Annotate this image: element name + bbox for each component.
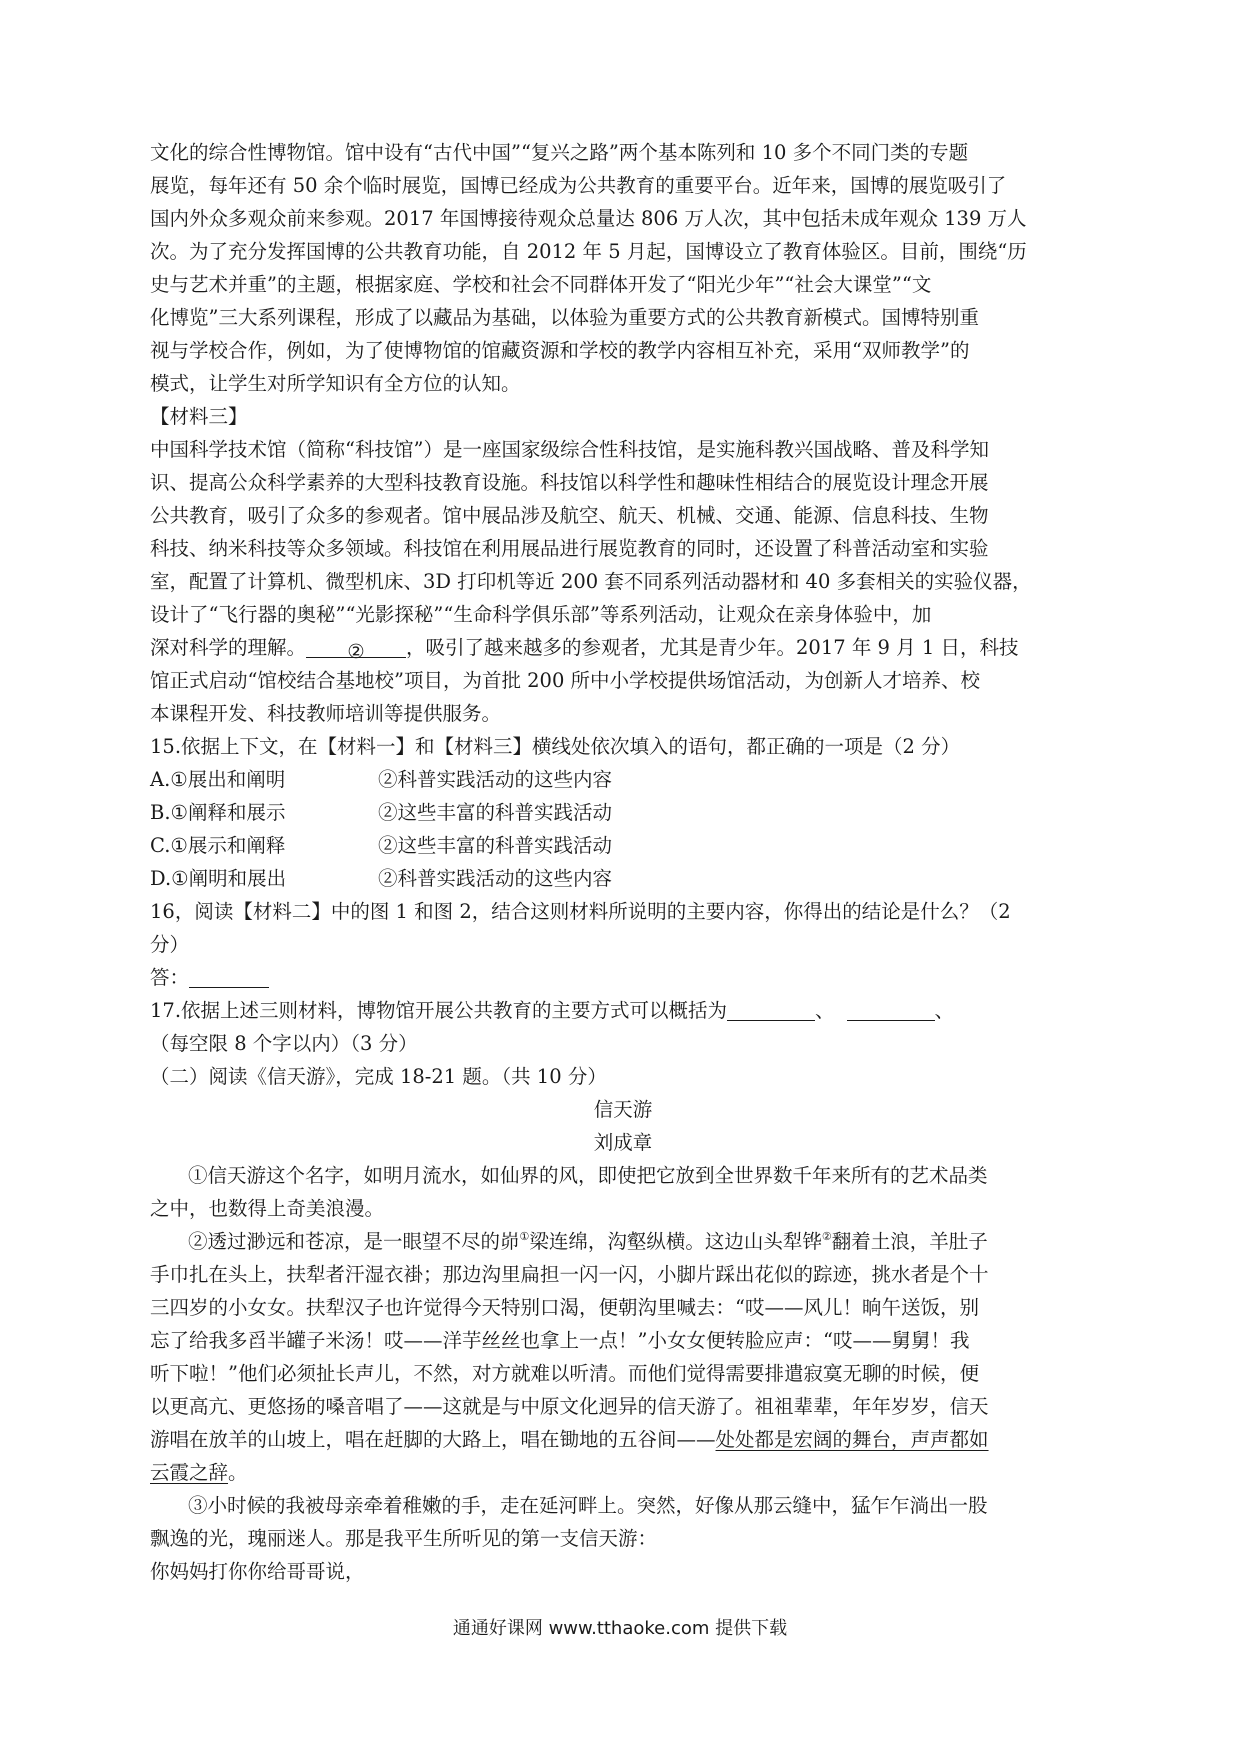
text-line: 模式，让学生对所学知识有全方位的认知。 bbox=[150, 372, 521, 395]
text-line: 中国科学技术馆（简称“科技馆”）是一座国家级综合性科技馆，是实施科教兴国战略、普及科学知 bbox=[150, 438, 989, 461]
answer-label: 答： bbox=[150, 966, 190, 989]
option-part-1: C.①展示和阐释 bbox=[150, 834, 286, 857]
essay-line: 忘了给我多舀半罐子米汤！哎——洋芋丝丝也拿上一点！”小女女便转脸应声：“哎——舅舅！我 bbox=[150, 1329, 970, 1352]
option-part-1: D.①阐明和展出 bbox=[150, 867, 287, 890]
answer-blank-2[interactable] bbox=[847, 998, 935, 1021]
text-line: 化博览”三大系列课程，形成了以藏品为基础，以体验为重要方式的公共教育新模式。国博特别重 bbox=[150, 306, 979, 329]
question-16-stem: 16，阅读【材料二】中的图 1 和图 2，结合这则材料所说明的主要内容，你得出的结论是什么？（2 bbox=[150, 900, 1011, 923]
text-segment: 翻着土浪，羊肚子 bbox=[831, 1230, 988, 1253]
essay-line: ①信天游这个名字，如明月流水，如仙界的风，即使把它放到全世界数千年来所有的艺术品类 bbox=[188, 1164, 988, 1187]
underlined-sentence: 处处都是宏阔的舞台，声声都如 bbox=[715, 1428, 989, 1451]
underlined-sentence: 云霞之辞 bbox=[150, 1461, 229, 1484]
text-segment: ②透过渺远和苍凉，是一眼望不尽的峁 bbox=[188, 1230, 520, 1253]
song-line: 你妈妈打你你给哥哥说， bbox=[150, 1560, 365, 1583]
text-line: 设计了“飞行器的奥秘”“光影探秘”“生命科学俱乐部”等系列活动，让观众在亲身体验中，加 bbox=[150, 603, 932, 626]
option-part-1: B.①阐释和展示 bbox=[150, 801, 286, 824]
section-2-intro: （二）阅读《信天游》，完成 18-21 题。（共 10 分） bbox=[150, 1065, 607, 1088]
essay-line: 手巾扎在头上，扶犁者汗湿衣褂；那边沟里扁担一闪一闪，小脚片踩出花似的踪迹，挑水者是个十 bbox=[150, 1263, 989, 1286]
footnote-marker: ① bbox=[519, 1230, 530, 1243]
essay-line: 以更高亢、更悠扬的嗓音唱了——这就是与中原文化迥异的信天游了。祖祖辈辈，年年岁岁，信天 bbox=[150, 1395, 989, 1418]
text-line: 公共教育，吸引了众多的参观者。馆中展品涉及航空、航天、机械、交通、能源、信息科技、生物 bbox=[150, 504, 989, 527]
question-16-answer bbox=[150, 961, 1096, 994]
text-line: 科技、纳米科技等众多领域。科技馆在利用展品进行展览教育的同时，还设置了科普活动室和实验 bbox=[150, 537, 989, 560]
question-15-option-a[interactable] bbox=[150, 763, 1096, 796]
question-15-option-d[interactable] bbox=[150, 862, 1096, 895]
essay-line bbox=[150, 1456, 1096, 1489]
essay-line bbox=[150, 1225, 1096, 1258]
page-footer: 通通好课网 www.tthaoke.com 提供下载 bbox=[452, 1618, 788, 1639]
text-segment: 17.依据上述三则材料，博物馆开展公共教育的主要方式可以概括为 bbox=[150, 999, 728, 1022]
question-15-option-b[interactable] bbox=[150, 796, 1096, 829]
question-17-stem bbox=[150, 994, 1096, 1027]
essay-line bbox=[150, 1423, 1096, 1456]
question-15-stem: 15.依据上下文，在【材料一】和【材料三】横线处依次填入的语句，都正确的一项是（2 分） bbox=[150, 735, 961, 758]
essay-line: ③小时候的我被母亲牵着稚嫩的手，走在延河畔上。突然，好像从那云缝中，猛乍乍淌出一股 bbox=[188, 1494, 988, 1517]
text-segment: 。 bbox=[228, 1461, 248, 1484]
separator: 、 bbox=[934, 999, 955, 1022]
question-15-option-c[interactable] bbox=[150, 829, 1096, 862]
text-segment: 梁连绵，沟壑纵横。这边山头犁铧 bbox=[529, 1230, 822, 1253]
separator: 、 bbox=[815, 999, 835, 1022]
essay-author: 刘成章 bbox=[593, 1131, 653, 1154]
essay-line: 听下啦！”他们必须扯长声儿，不然，对方就难以听清。而他们觉得需要排遣寂寞无聊的时候，便 bbox=[150, 1362, 979, 1385]
text-segment: ，吸引了越来越多的参观者，尤其是青少年。2017 年 9 月 1 日，科技 bbox=[406, 636, 1019, 659]
essay-line: 三四岁的小女女。扶犁汉子也许觉得今天特别口渴，便朝沟里喊去：“哎——风儿！晌午送饭，别 bbox=[150, 1296, 979, 1319]
fill-blank-2[interactable]: ② bbox=[306, 635, 406, 658]
question-16-stem-cont: 分） bbox=[150, 933, 190, 956]
essay-line: 飘逸的光，瑰丽迷人。那是我平生所听见的第一支信天游： bbox=[150, 1527, 658, 1550]
option-part-1: A.①展出和阐明 bbox=[150, 768, 286, 791]
essay-line: 之中，也数得上奇美浪漫。 bbox=[150, 1197, 385, 1220]
text-line: 馆正式启动“馆校结合基地校”项目，为首批 200 所中小学校提供场馆活动，为创新人才培养、校 bbox=[150, 669, 981, 692]
question-17-note: （每空限 8 个字以内）（3 分） bbox=[150, 1032, 418, 1055]
text-line: 本课程开发、科技教师培训等提供服务。 bbox=[150, 702, 502, 725]
text-segment: 深对科学的理解。 bbox=[150, 636, 307, 659]
option-part-2: ②科普实践活动的这些内容 bbox=[378, 768, 613, 791]
essay-title: 信天游 bbox=[593, 1098, 653, 1121]
text-line: 国内外众多观众前来参观。2017 年国博接待观众总量达 806 万人次，其中包括未成年观众 139 万人 bbox=[150, 207, 1027, 230]
text-line: 次。为了充分发挥国博的公共教育功能，自 2012 年 5 月起，国博设立了教育体验区。目前，围绕“历 bbox=[150, 240, 1027, 263]
option-part-2: ②这些丰富的科普实践活动 bbox=[378, 801, 613, 824]
text-line: 识、提高公众科学素养的大型科技教育设施。科技馆以科学性和趣味性相结合的展览设计理念开展 bbox=[150, 471, 989, 494]
text-segment: 游唱在放羊的山坡上，唱在赶脚的大路上，唱在锄地的五谷间—— bbox=[150, 1428, 716, 1451]
text-line: 文化的综合性博物馆。馆中设有“古代中国”“复兴之路”两个基本陈列和 10 多个不同门类的专题 bbox=[150, 141, 969, 164]
answer-blank-1[interactable] bbox=[727, 998, 815, 1021]
text-line-with-blank bbox=[150, 631, 1096, 664]
text-line: 展览，每年还有 50 余个临时展览，国博已经成为公共教育的重要平台。近年来，国博的展览吸引了 bbox=[150, 174, 1007, 197]
footnote-marker: ② bbox=[821, 1230, 832, 1243]
material3-heading: 【材料三】 bbox=[150, 405, 248, 428]
text-line: 视与学校合作，例如，为了使博物馆的馆藏资源和学校的教学内容相互补充，采用“双师教学”的 bbox=[150, 339, 970, 362]
option-part-2: ②这些丰富的科普实践活动 bbox=[378, 834, 613, 857]
text-line: 室，配置了计算机、微型机床、3D 打印机等近 200 套不同系列活动器材和 40 多套相关的实验仪器， bbox=[150, 570, 1032, 593]
document-body bbox=[150, 136, 1096, 1588]
option-part-2: ②科普实践活动的这些内容 bbox=[378, 867, 613, 890]
answer-blank[interactable] bbox=[189, 965, 269, 988]
text-line: 史与艺术并重”的主题，根据家庭、学校和社会不同群体开发了“阳光少年”“社会大课堂”“文 bbox=[150, 273, 932, 296]
